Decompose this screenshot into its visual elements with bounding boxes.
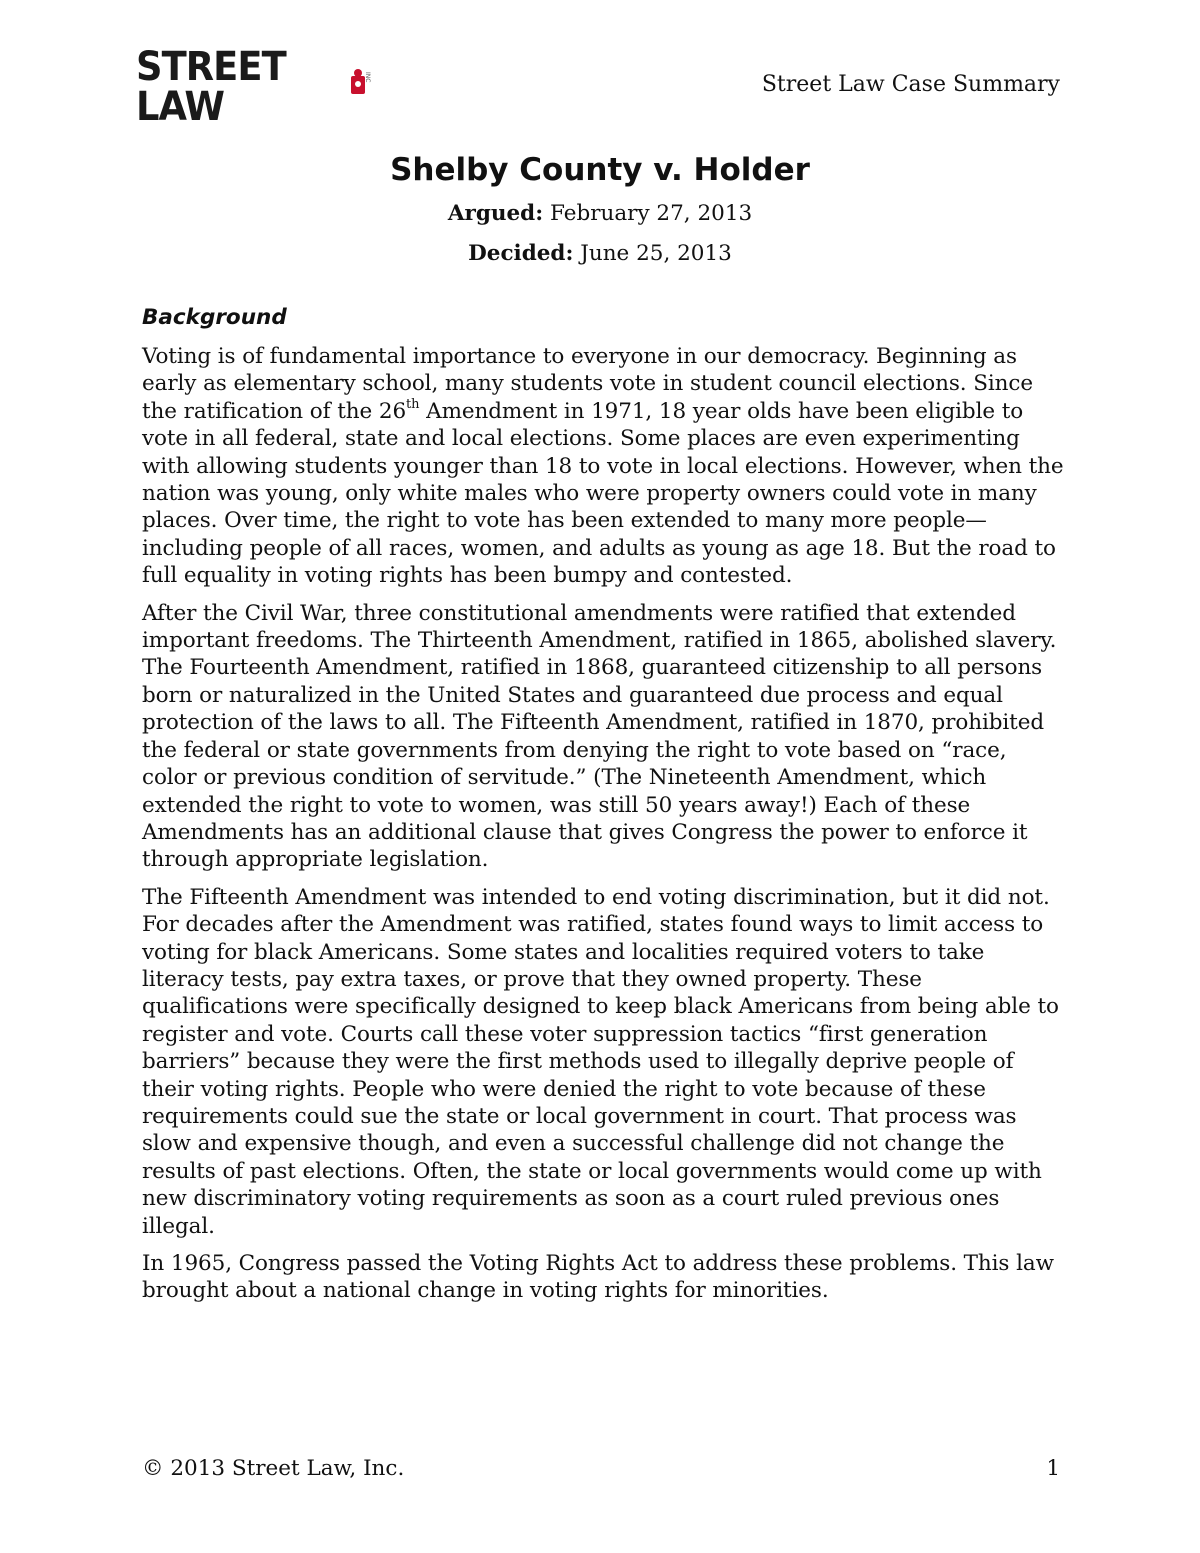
footer-copyright: © 2013 Street Law, Inc.	[142, 1456, 405, 1481]
decided-label: Decided:	[468, 241, 574, 266]
argued-date: February 27, 2013	[550, 201, 753, 226]
paragraph-1	[142, 343, 1066, 590]
paragraph-2: After the Civil War, three constitutional amendments were ratified that extended important freedoms. The Thirteenth Amendment, ratified in 1865, abolished slavery. The Fourteenth Amendment, ratified in 1868, guaranteed citizenship to all persons born or naturalized in the United States and guaranteed due process and equal protection of the laws to all. The Fifteenth Amendment, ratified in 1870, prohibited the federal or state governments from denying the right to vote based on “race, color or previous condition of servitude.” (The Nineteenth Amendment, which extended the right to vote to women, was still 50 years away!) Each of these Amendments has an additional clause that gives Congress the power to enforce it through appropriate legislation.	[142, 600, 1057, 873]
body-text	[142, 343, 1066, 1315]
case-title: Shelby County v. Holder	[390, 152, 810, 188]
section-heading: Background	[142, 305, 287, 330]
paragraph-1-part-a: Voting is of fundamental importance to everyone in our democracy. Beginning as early as elementary school, many students vote in student council elections. Since the ratification of the 26	[142, 344, 1033, 424]
street-law-logo	[136, 44, 376, 130]
paragraph-3: The Fifteenth Amendment was intended to end voting discrimination, but it did not. For decades after the Amendment was ratified, states found ways to limit access to voting for black Americans. Some states and localities required voters to take literacy tests, pay extra taxes, or prove that they owned property. These qualifications were specifically designed to keep black Americans from being able to register and vote. Courts call these voter suppression tactics “first generation barriers” because they were the first methods used to illegally deprive people of their voting rights. People who were denied the right to vote because of these requirements could sue the state or local government in court. That process was slow and expensive though, and even a successful challenge did not change the results of past elections. Often, the state or local governments would come up with new discriminatory voting requirements as soon as a court ruled previous ones illegal.	[142, 884, 1059, 1239]
logo-wordmark: STREET LAW	[136, 44, 286, 130]
decided-date: June 25, 2013	[580, 241, 732, 266]
paragraph-1-part-b: Amendment in 1971, 18 year olds have been eligible to vote in all federal, state and local elections. Some places are even experimenting with allowing students younger than 18 to vote in local elections. However, when the nation was young, only white males who were property owners could vote in many places. Over time, the right to vote has been extended to many more people—including people of all races, women, and adults as young as age 18. But the road to full equality in voting rights has been bumpy and contested.	[142, 398, 1064, 589]
header-label: Street Law Case Summary	[761, 72, 1060, 97]
ordinal-suffix: th	[406, 396, 420, 412]
paragraph-4: In 1965, Congress passed the Voting Rights Act to address these problems. This law brought about a national change in voting rights for minorities.	[142, 1251, 1054, 1304]
decided-line	[0, 241, 1200, 266]
argued-label: Argued:	[447, 201, 544, 226]
argued-line	[0, 201, 1200, 226]
page-number: 1	[1046, 1456, 1060, 1481]
logo-side-text: INC	[364, 72, 371, 83]
